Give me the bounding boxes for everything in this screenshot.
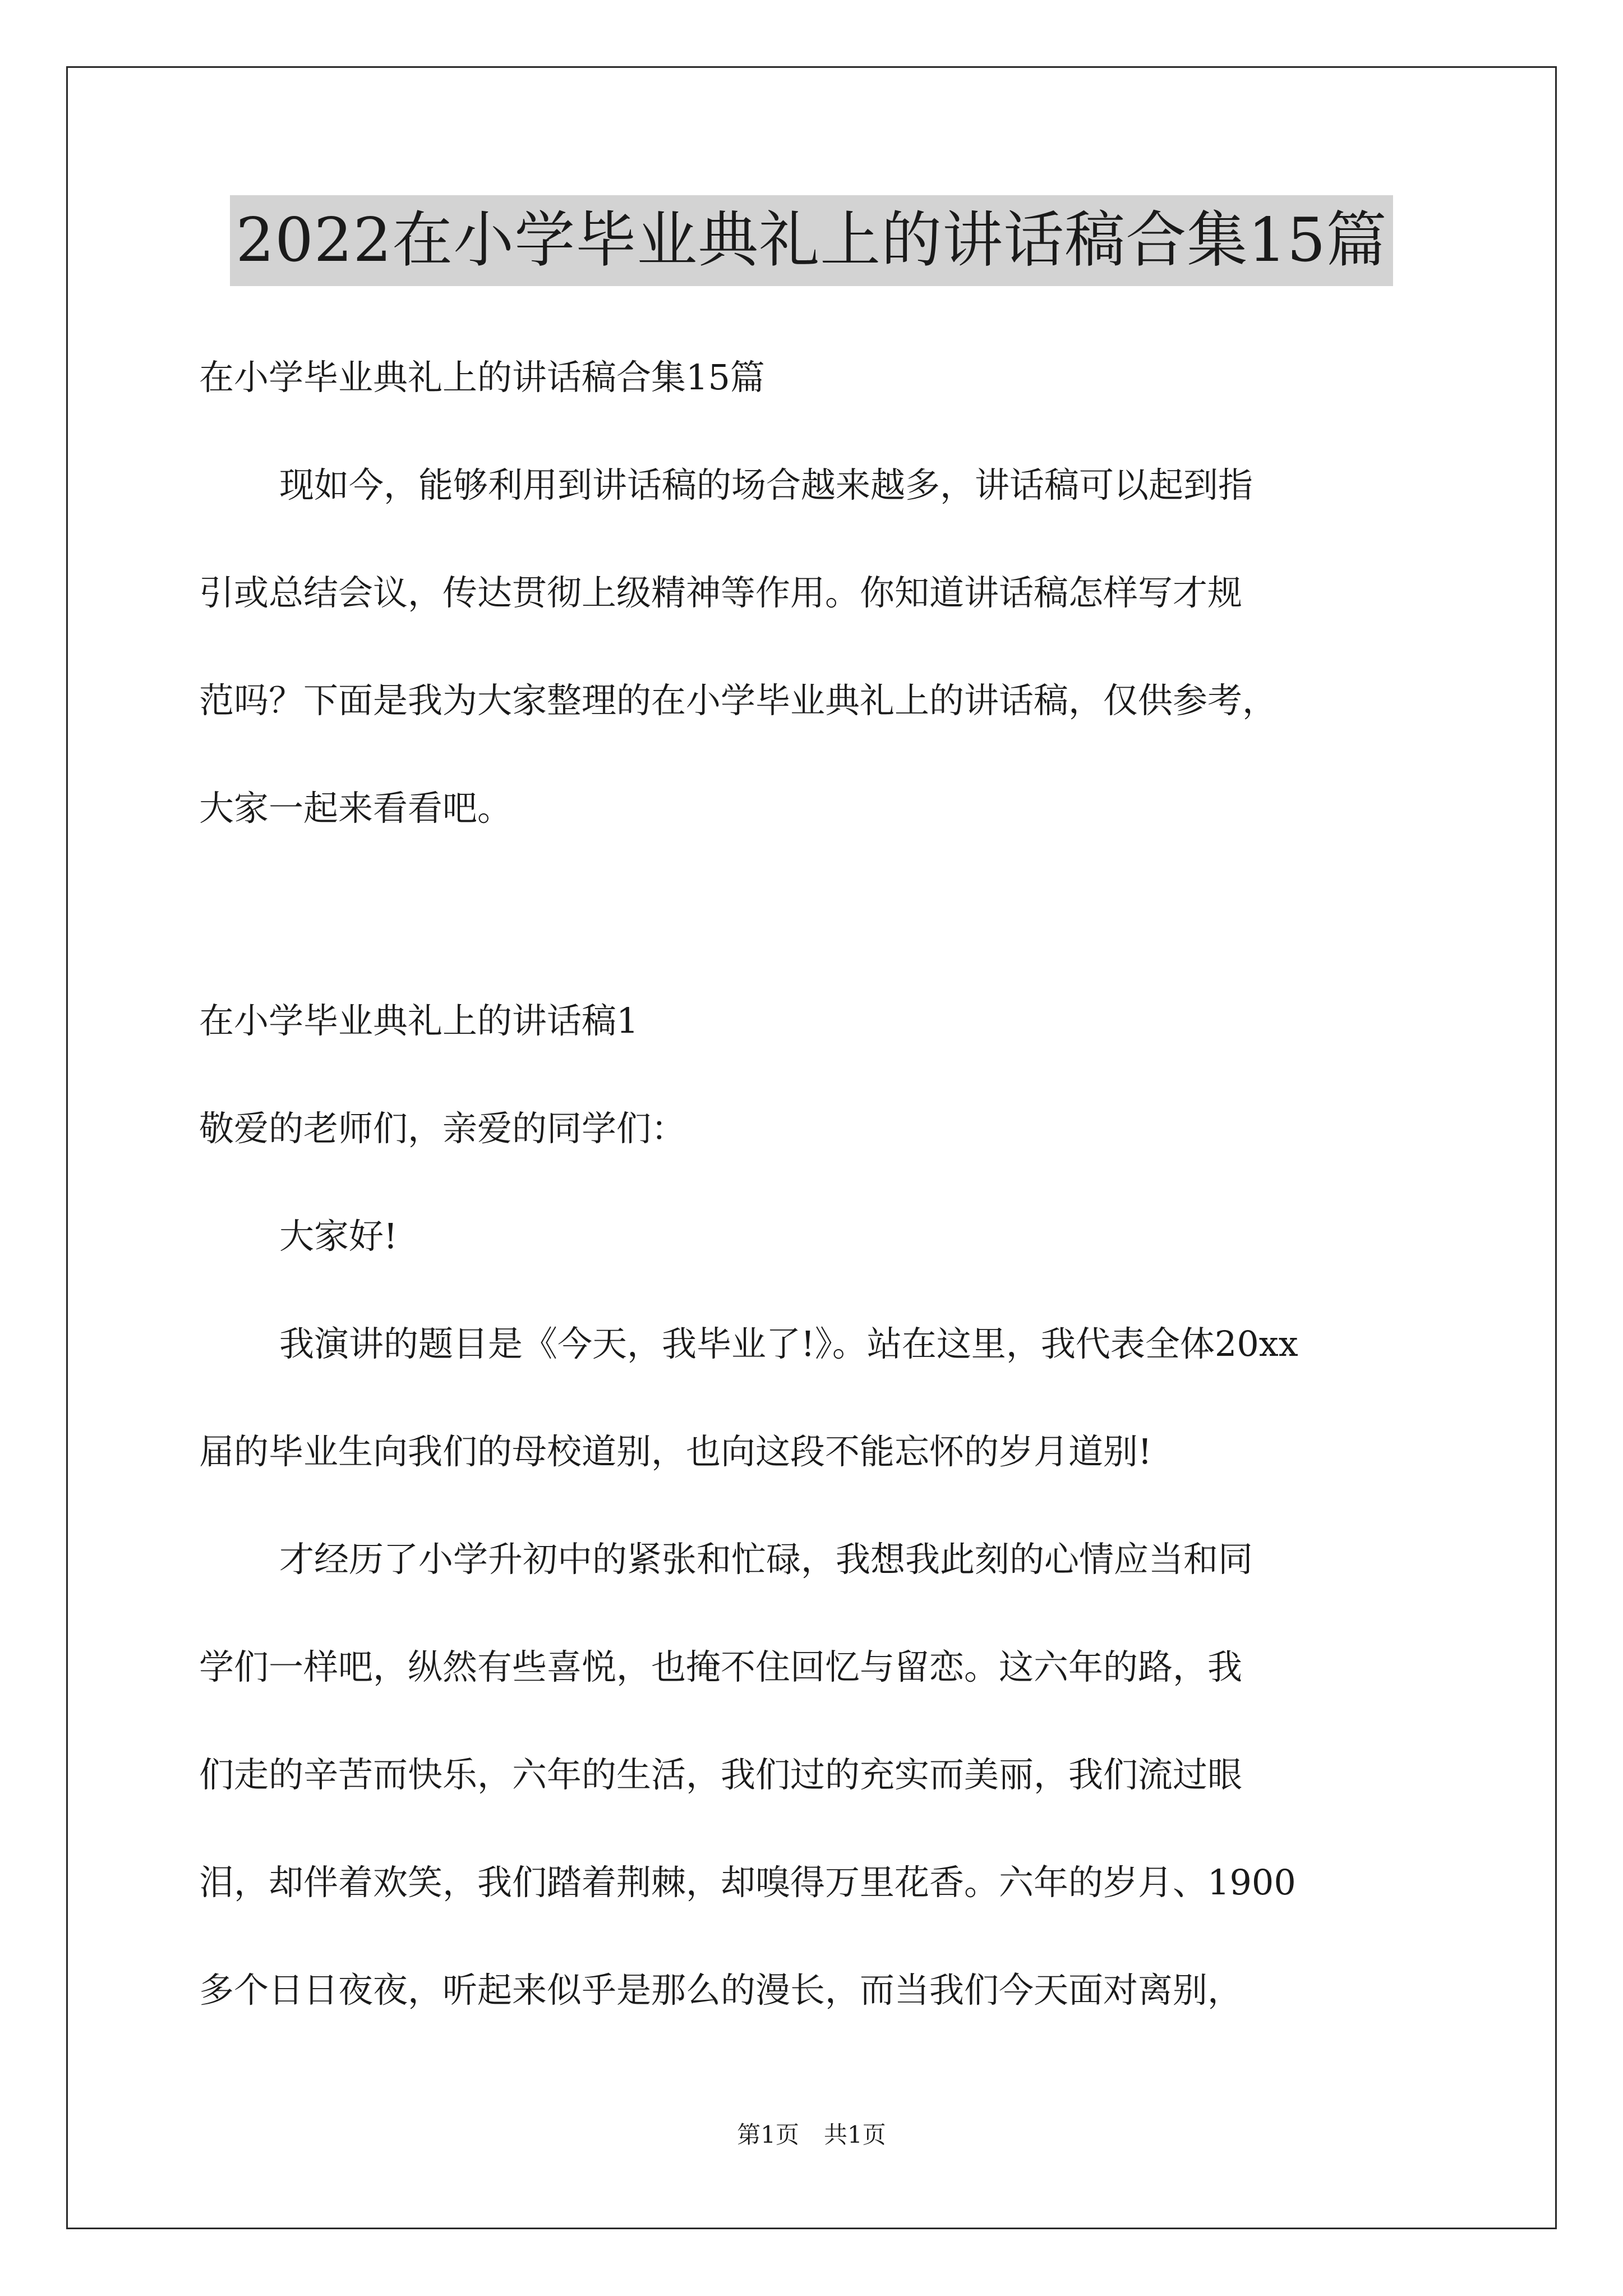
- section-heading: 在小学毕业典礼上的讲话稿1: [199, 1000, 639, 1041]
- greeting-line: 大家好!: [279, 1216, 398, 1257]
- paragraph-line: 们走的辛苦而快乐，六年的生活，我们过的充实而美丽，我们流过眼: [199, 1754, 1243, 1795]
- paragraph-line: 现如今，能够利用到讲话稿的场合越来越多，讲话稿可以起到指: [279, 464, 1253, 505]
- salutation-line: 敬爱的老师们，亲爱的同学们：: [199, 1108, 686, 1149]
- paragraph-line: 多个日日夜夜，听起来似乎是那么的漫长，而当我们今天面对离别，: [199, 1970, 1243, 2010]
- document-title: 2022在小学毕业典礼上的讲话稿合集15篇: [230, 195, 1393, 286]
- paragraph-line: 大家一起来看看吧。: [199, 788, 513, 829]
- paragraph-line: 引或总结会议，传达贯彻上级精神等作用。你知道讲话稿怎样写才规: [199, 572, 1243, 613]
- title-container: [0, 195, 1623, 286]
- paragraph-line: 学们一样吧，纵然有些喜悦，也掩不住回忆与留恋。这六年的路，我: [199, 1646, 1243, 1687]
- paragraph-line: 届的毕业生向我们的母校道别，也向这段不能忘怀的岁月道别!: [199, 1431, 1152, 1472]
- page-total: 共1页: [824, 2121, 886, 2148]
- paragraph-line: 才经历了小学升初中的紧张和忙碌，我想我此刻的心情应当和同: [279, 1539, 1253, 1580]
- subtitle-line: 在小学毕业典礼上的讲话稿合集15篇: [199, 357, 765, 398]
- page-number: 第1页: [737, 2121, 799, 2148]
- page-footer: [0, 2119, 1623, 2151]
- paragraph-line: 我演讲的题目是《今天，我毕业了!》。站在这里，我代表全体20xx: [279, 1323, 1298, 1364]
- paragraph-line: 范吗？下面是我为大家整理的在小学毕业典礼上的讲话稿，仅供参考，: [199, 680, 1278, 721]
- paragraph-line: 泪，却伴着欢笑，我们踏着荆棘，却嗅得万里花香。六年的岁月、1900: [199, 1862, 1296, 1903]
